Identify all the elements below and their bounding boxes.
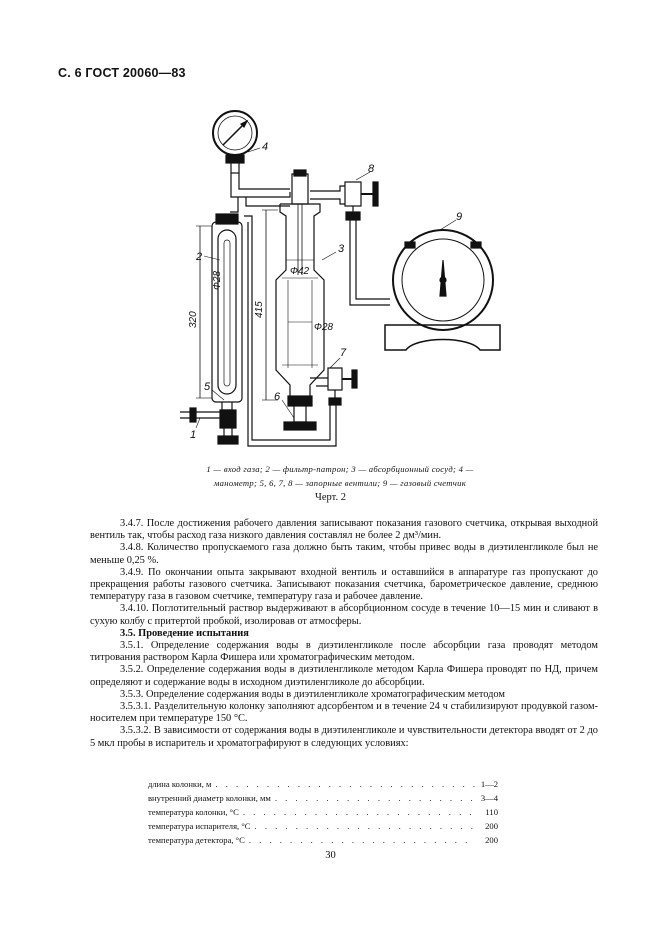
condition-value: 3—4 [480,793,498,803]
condition-label: температура колонки, °С [148,807,239,817]
condition-value: 1—2 [480,779,498,789]
paragraph: 3.4.8. Количество пропускаемого газа должно быть таким, чтобы привес воды в диэтиленгликоле был не меньше 0,25 %. [90,542,598,566]
page-header: С. 6 ГОСТ 20060—83 [58,66,186,80]
valve-7 [328,368,342,390]
paragraph: 3.5.3. Определение содержания воды в диэтиленгликоле хроматографическим методом [120,688,505,700]
condition-label: температура детектора, °С [148,835,245,845]
paragraph: 3.5.1. Определение содержания воды в диэтиленгликоле после абсорбции газа проводят методом титрования раствором Карла Фишера или хроматографическим методом. [90,640,598,664]
condition-value: 200 [485,835,498,845]
condition-value: 200 [485,821,498,831]
dim-415: 415 [254,301,265,318]
condition-row [148,777,498,791]
valve-5 [220,410,236,428]
condition-row [148,819,498,833]
label-7: 7 [340,347,347,359]
apparatus-diagram [160,100,520,450]
condition-label: температура испарителя, °С [148,821,251,831]
gas-meter-base [385,325,500,350]
condition-label: длина колонки, м [148,779,212,789]
label-4: 4 [262,141,269,153]
dim-320: 320 [188,311,199,328]
label-2: 2 [196,251,203,263]
label-9: 9 [456,211,463,223]
caption-line-2: манометр; 5, 6, 7, 8 — запорные вентили; 9 — газовый счетчик [213,478,467,488]
dim-d28-left: Ф28 [212,270,223,290]
condition-value: 110 [485,807,498,817]
label-8: 8 [368,163,375,175]
label-5: 5 [204,381,211,393]
dim-d28-right: Ф28 [314,322,334,333]
paragraph: 3.4.7. После достижения рабочего давления записывают показания газового счетчика, открывая выходной вентиль так, чтобы расход газа низкого давления составлял не более 2 дм³/мин. [90,518,598,542]
condition-row [148,791,498,805]
label-6: 6 [274,391,281,403]
label-1: 1 [190,429,197,441]
paragraph: 3.5.3.2. В зависимости от содержания воды в диэтиленгликоле и чувствительности детектора вводят от 2 до 5 мкл пробы в испаритель и хроматографируют в следующих условиях: [90,725,598,749]
conditions-list [148,777,498,847]
figure-number: Черт. 2 [315,492,346,503]
section-heading: 3.5. Проведение испытания [120,627,249,639]
caption-line-1: 1 — вход газа; 2 — фильтр-патрон; 3 — абсорбционный сосуд; 4 — [206,464,474,474]
condition-label: внутренний диаметр колонки, мм [148,793,271,803]
paragraph: 3.5.2. Определение содержания воды в диэтиленгликоле методом Карла Фишера проводят по НД, причем определяют и содержание воды в исходном диэтиленгликоле до абсорбции. [90,664,598,688]
paragraph: 3.4.10. Поглотительный раствор выдерживают в абсорбционном сосуде в течение 10—15 мин и сливают в сухую колбу с притертой пробкой, изолировав от атмосферы. [90,603,598,627]
body-text [90,518,598,750]
valve-8 [345,182,361,206]
condition-row [148,833,498,847]
page-number: 30 [325,850,336,861]
paragraph: 3.4.9. По окончании опыта закрывают входной вентиль и оставшийся в аппаратуре газ пропускают до прекращения работы газового счетчика. Записывают показания счетчика, барометрическое давление, среднюю температуру газа в газовом счетчике, температуру газа и рабочее давление. [90,566,598,603]
dim-d42: Ф42 [290,266,310,277]
condition-row [148,805,498,819]
paragraph: 3.5.3.1. Разделительную колонку заполняют адсорбентом и в течение 24 ч стабилизируют продувкой газом-носителем при температуре 150 °С. [90,701,598,725]
valve-6 [284,422,316,430]
figure-caption [160,462,520,490]
label-3: 3 [338,243,345,255]
